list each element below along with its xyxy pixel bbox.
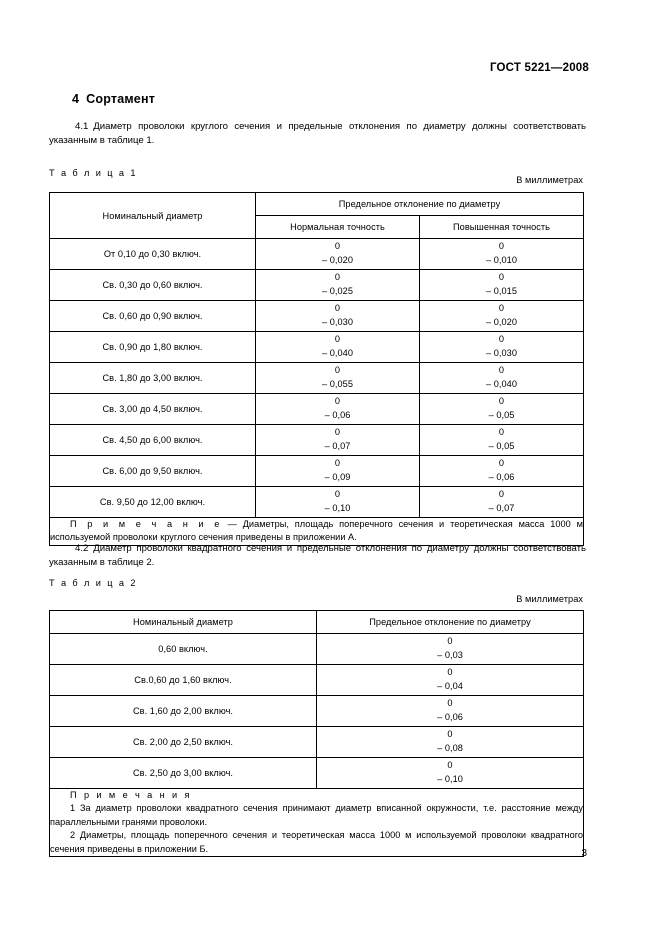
- cell-deviation: [317, 665, 584, 696]
- cell-normal-deviation: [256, 425, 420, 456]
- cell-normal-deviation: [256, 487, 420, 518]
- cell-normal-deviation: [256, 239, 420, 270]
- deviation-lower: – 0,010: [485, 255, 517, 265]
- clause-number: 4.2: [75, 543, 89, 554]
- clause-4-1: [49, 120, 586, 148]
- deviation-lower: – 0,10: [437, 774, 463, 784]
- table-1-header-high-accuracy: Повышенная точность: [420, 216, 584, 239]
- section-title: Сортамент: [86, 92, 156, 106]
- deviation-lower: – 0,09: [324, 472, 351, 482]
- deviation-lower: – 0,030: [321, 317, 353, 327]
- table-row: [50, 301, 584, 332]
- note-dash: —: [221, 519, 243, 529]
- table-2-notes: [50, 789, 584, 857]
- table-row: [50, 239, 584, 270]
- deviation-lower: – 0,04: [437, 681, 463, 691]
- deviation-upper: 0: [447, 636, 453, 647]
- deviation-lower: – 0,030: [485, 348, 517, 358]
- clause-4-2: [49, 542, 586, 570]
- deviation-lower: – 0,025: [321, 286, 353, 296]
- cell-diameter: Св. 2,50 до 3,00 включ.: [50, 758, 317, 789]
- cell-deviation: [317, 727, 584, 758]
- table-2-header-deviation: Предельное отклонение по диаметру: [317, 611, 584, 634]
- cell-diameter: Св. 1,60 до 2,00 включ.: [50, 696, 317, 727]
- deviation-lower: – 0,040: [485, 379, 517, 389]
- deviation-upper: 0: [334, 365, 341, 376]
- deviation-lower: – 0,05: [488, 441, 515, 451]
- cell-high-deviation: [420, 270, 584, 301]
- deviation-upper: 0: [498, 427, 505, 438]
- table-1-units: В миллиметрах: [516, 175, 583, 185]
- cell-high-deviation: [420, 239, 584, 270]
- deviation-upper: 0: [447, 729, 453, 740]
- table-row: [50, 634, 584, 665]
- deviation-upper: 0: [334, 272, 341, 283]
- cell-diameter: Св. 2,00 до 2,50 включ.: [50, 727, 317, 758]
- deviation-lower: – 0,07: [488, 503, 515, 513]
- cell-normal-deviation: [256, 301, 420, 332]
- deviation-upper: 0: [334, 396, 341, 407]
- note-number: 2: [70, 830, 76, 841]
- deviation-lower: – 0,07: [324, 441, 351, 451]
- deviation-upper: 0: [498, 241, 505, 252]
- deviation-lower: – 0,040: [321, 348, 353, 358]
- cell-deviation: [317, 758, 584, 789]
- cell-normal-deviation: [256, 394, 420, 425]
- cell-diameter: Св. 6,00 до 9,50 включ.: [50, 456, 256, 487]
- note-text: Диаметры, площадь поперечного сечения и теоретическая масса 1000 м используемой проволоки квадратного сечения приведены в приложении Б.: [50, 830, 583, 854]
- table-row: [50, 332, 584, 363]
- deviation-lower: – 0,06: [488, 472, 515, 482]
- table-1-caption: Т а б л и ц а 1: [49, 168, 138, 178]
- table-note-row: [50, 789, 584, 857]
- page-number: 3: [581, 848, 587, 859]
- table-row: [50, 270, 584, 301]
- table-2-body: [50, 634, 584, 857]
- cell-diameter: Св. 3,00 до 4,50 включ.: [50, 394, 256, 425]
- table-row: [50, 456, 584, 487]
- deviation-lower: – 0,08: [437, 743, 463, 753]
- note-item-1: [50, 802, 583, 829]
- deviation-lower: – 0,055: [321, 379, 353, 389]
- clause-text: Диаметр проволоки квадратного сечения и предельные отклонения по диаметру должны соответствовать указанным в таблице 2.: [49, 543, 586, 569]
- deviation-upper: 0: [447, 760, 453, 771]
- table-2-caption: Т а б л и ц а 2: [49, 578, 138, 588]
- cell-normal-deviation: [256, 456, 420, 487]
- deviation-upper: 0: [334, 303, 341, 314]
- deviation-upper: 0: [334, 241, 341, 252]
- deviation-upper: 0: [334, 334, 341, 345]
- notes-label-text: П р и м е ч а н и я: [70, 790, 192, 800]
- table-row: [50, 696, 584, 727]
- cell-high-deviation: [420, 425, 584, 456]
- table-row: [50, 727, 584, 758]
- cell-diameter: Св. 0,90 до 1,80 включ.: [50, 332, 256, 363]
- standard-number-header: ГОСТ 5221—2008: [489, 62, 589, 74]
- section-heading: [72, 92, 155, 106]
- cell-high-deviation: [420, 363, 584, 394]
- cell-diameter: Св. 4,50 до 6,00 включ.: [50, 425, 256, 456]
- table-row: [50, 487, 584, 518]
- table-2-square-wire: [49, 610, 584, 857]
- deviation-upper: 0: [498, 396, 505, 407]
- cell-diameter: Св.0,60 до 1,60 включ.: [50, 665, 317, 696]
- cell-high-deviation: [420, 301, 584, 332]
- deviation-upper: 0: [498, 334, 505, 345]
- deviation-upper: 0: [334, 489, 341, 500]
- cell-diameter: 0,60 включ.: [50, 634, 317, 665]
- deviation-upper: 0: [498, 303, 505, 314]
- cell-normal-deviation: [256, 270, 420, 301]
- deviation-lower: – 0,03: [437, 650, 463, 660]
- notes-label: [50, 789, 583, 802]
- cell-diameter: Св. 1,80 до 3,00 включ.: [50, 363, 256, 394]
- deviation-lower: – 0,05: [488, 410, 515, 420]
- deviation-lower: – 0,020: [485, 317, 517, 327]
- table-row: [50, 665, 584, 696]
- table-1-body: [50, 239, 584, 546]
- note-label: П р и м е ч а н и е: [70, 519, 222, 529]
- cell-diameter: От 0,10 до 0,30 включ.: [50, 239, 256, 270]
- note-text: Диаметры, площадь поперечного сечения и теоретическая масса 1000 м используемой проволоки круглого сечения приведены в приложении А.: [50, 519, 583, 543]
- cell-high-deviation: [420, 332, 584, 363]
- cell-deviation: [317, 696, 584, 727]
- deviation-lower: – 0,015: [485, 286, 517, 296]
- table-1-header-normal-accuracy: Нормальная точность: [256, 216, 420, 239]
- deviation-upper: 0: [334, 458, 341, 469]
- deviation-upper: 0: [447, 698, 453, 709]
- cell-diameter: Св. 0,30 до 0,60 включ.: [50, 270, 256, 301]
- cell-high-deviation: [420, 487, 584, 518]
- deviation-upper: 0: [334, 427, 341, 438]
- table-1-round-wire: [49, 192, 584, 546]
- cell-normal-deviation: [256, 363, 420, 394]
- deviation-lower: – 0,10: [324, 503, 351, 513]
- cell-deviation: [317, 634, 584, 665]
- table-2-units: В миллиметрах: [516, 594, 583, 604]
- deviation-upper: 0: [498, 489, 505, 500]
- cell-normal-deviation: [256, 332, 420, 363]
- cell-diameter: Св. 0,60 до 0,90 включ.: [50, 301, 256, 332]
- deviation-lower: – 0,020: [321, 255, 353, 265]
- section-number: 4: [72, 92, 80, 106]
- table-row: [50, 758, 584, 789]
- cell-diameter: Св. 9,50 до 12,00 включ.: [50, 487, 256, 518]
- table-row: [50, 394, 584, 425]
- table-1-header-deviation-group: Предельное отклонение по диаметру: [256, 193, 584, 216]
- clause-text: Диаметр проволоки круглого сечения и предельные отклонения по диаметру должны соответствовать указанным в таблице 1.: [49, 121, 586, 147]
- cell-high-deviation: [420, 456, 584, 487]
- clause-number: 4.1: [75, 121, 89, 132]
- table-row: [50, 363, 584, 394]
- deviation-upper: 0: [498, 272, 505, 283]
- table-1-header-nominal-diameter: Номинальный диаметр: [50, 193, 256, 239]
- note-text: За диаметр проволоки квадратного сечения принимают диаметр вписанной окружности, т.е. расстояние между параллельными гранями проволоки.: [50, 803, 583, 827]
- deviation-upper: 0: [498, 365, 505, 376]
- note-number: 1: [70, 803, 76, 814]
- deviation-upper: 0: [498, 458, 505, 469]
- deviation-lower: – 0,06: [324, 410, 351, 420]
- note-item-2: [50, 829, 583, 856]
- table-row: [50, 425, 584, 456]
- deviation-upper: 0: [447, 667, 453, 678]
- table-2-header-nominal-diameter: Номинальный диаметр: [50, 611, 317, 634]
- deviation-lower: – 0,06: [437, 712, 463, 722]
- cell-high-deviation: [420, 394, 584, 425]
